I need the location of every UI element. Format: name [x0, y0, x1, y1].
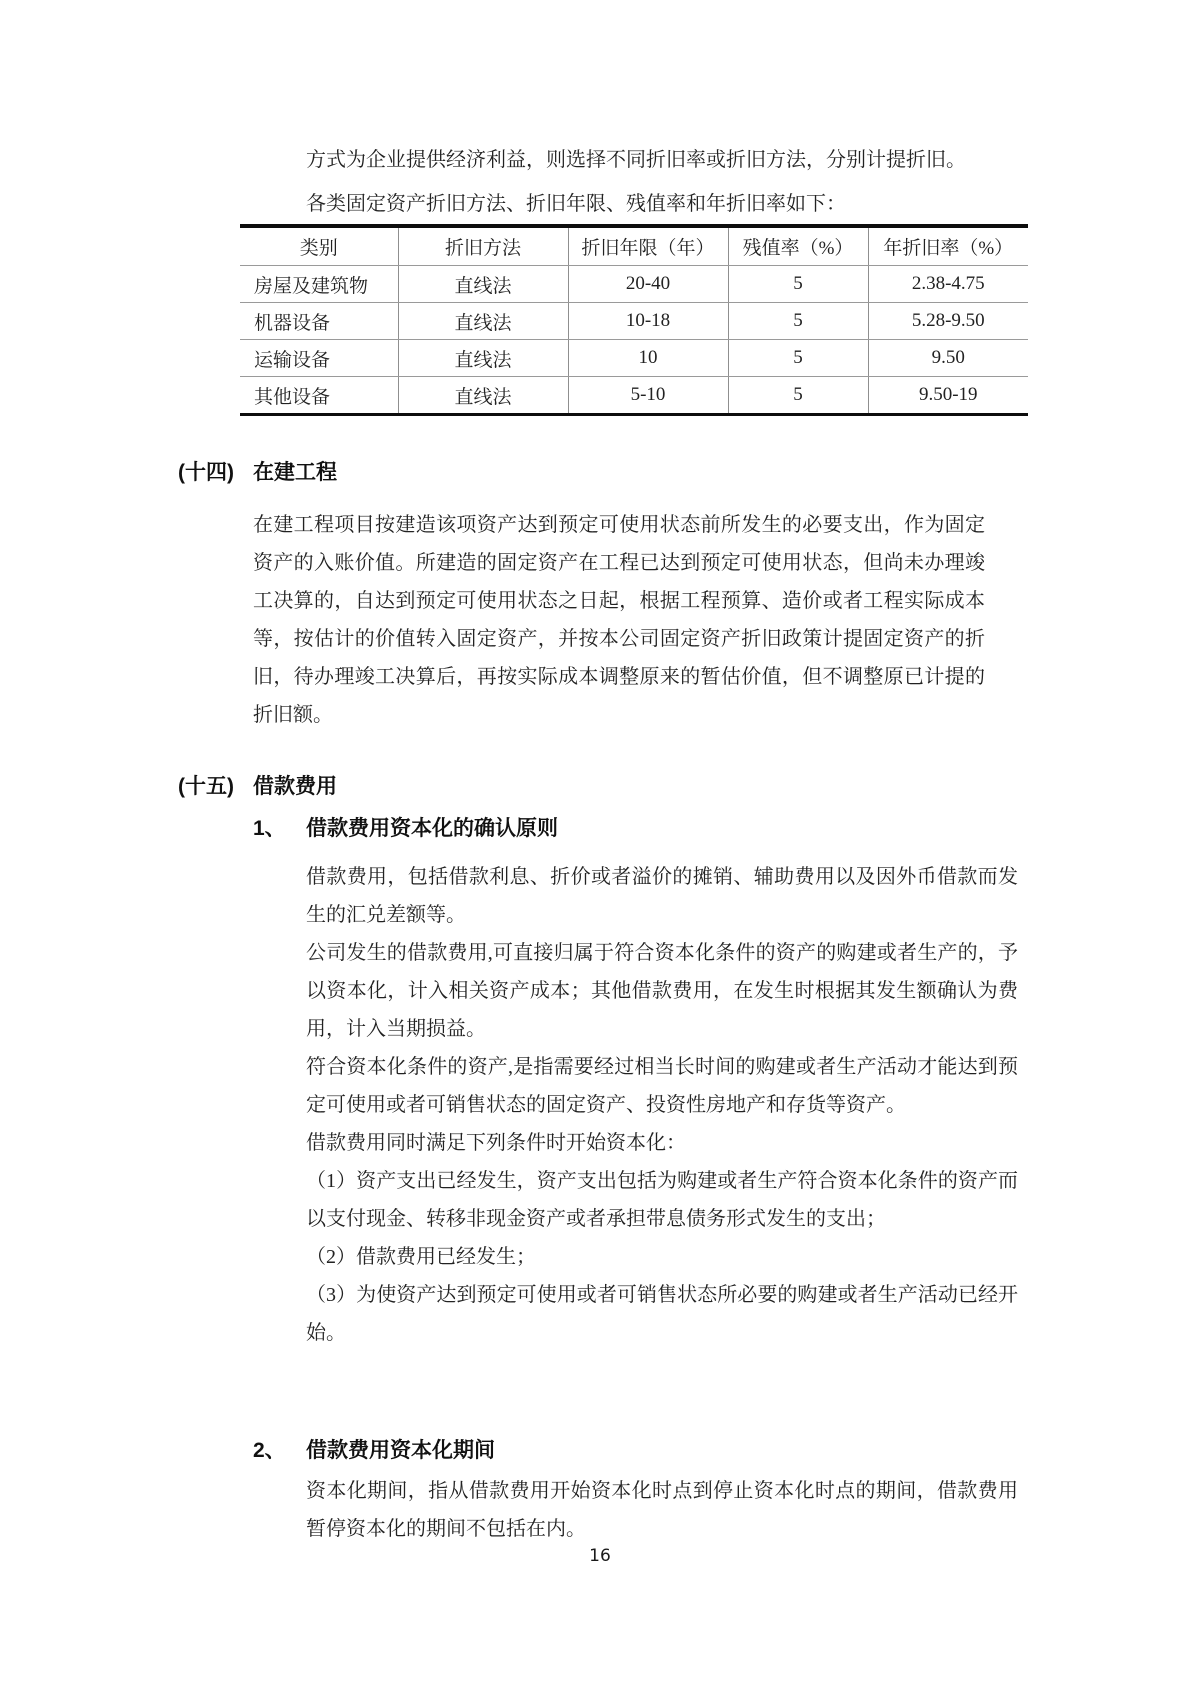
paragraph: 借款费用同时满足下列条件时开始资本化： — [306, 1132, 686, 1154]
table-cell: 5 — [728, 266, 868, 303]
table-cell: 直线法 — [398, 266, 568, 303]
paragraph: （1）资产支出已经发生，资产支出包括为购建或者生产符合资本化条件的资产而以支付现金、转移非现金资产或者承担带息债务形式发生的支出； — [306, 1170, 1018, 1230]
intro-line: 各类固定资产折旧方法、折旧年限、残值率和年折旧率如下： — [306, 193, 846, 215]
section-15-title: 借款费用 — [253, 775, 337, 798]
table-cell: 运输设备 — [240, 340, 398, 377]
column-header: 年折旧率（%） — [868, 226, 1028, 266]
section-15-heading — [178, 772, 337, 802]
subsection-1-number: 1、 — [253, 817, 286, 840]
subsection-2-body — [306, 1472, 1018, 1548]
table-cell: 房屋及建筑物 — [240, 266, 398, 303]
table-cell: 2.38-4.75 — [868, 266, 1028, 303]
table-cell: 5 — [728, 377, 868, 415]
subsection-2-number: 2、 — [253, 1439, 286, 1462]
paragraph: 符合资本化条件的资产,是指需要经过相当长时间的购建或者生产活动才能达到预定可使用或者可销售状态的固定资产、投资性房地产和存货等资产。 — [306, 1056, 1018, 1116]
table-row — [240, 340, 1028, 377]
table-cell: 20-40 — [568, 266, 728, 303]
paragraph: 资本化期间，指从借款费用开始资本化时点到停止资本化时点的期间，借款费用暂停资本化的期间不包括在内。 — [306, 1480, 1018, 1540]
column-header: 折旧年限（年） — [568, 226, 728, 266]
subsection-2-heading — [253, 1436, 495, 1466]
table-cell: 直线法 — [398, 340, 568, 377]
table-cell: 5.28-9.50 — [868, 303, 1028, 340]
subsection-1-title: 借款费用资本化的确认原则 — [306, 817, 558, 840]
paragraph: （3）为使资产达到预定可使用或者可销售状态所必要的购建或者生产活动已经开始。 — [306, 1284, 1018, 1344]
section-14-body — [253, 506, 985, 734]
table-cell: 机器设备 — [240, 303, 398, 340]
table-cell: 10 — [568, 340, 728, 377]
table-cell: 直线法 — [398, 377, 568, 415]
paragraph: 在建工程项目按建造该项资产达到预定可使用状态前所发生的必要支出，作为固定资产的入账价值。所建造的固定资产在工程已达到预定可使用状态，但尚未办理竣工决算的，自达到预定可使用状态之日起，根据工程预算、造价或者工程实际成本等，按估计的价值转入固定资产，并按本公司固定资产折旧政策计提固定资产的折旧，待办理竣工决算后，再按实际成本调整原来的暂估价值，但不调整原已计提的折旧额。 — [253, 514, 985, 726]
table-cell: 9.50-19 — [918, 384, 978, 405]
intro-paragraph — [306, 138, 1022, 226]
section-14-label: (十四) — [178, 461, 234, 484]
table-cell: 5 — [728, 340, 868, 377]
page-number: 16 — [589, 1546, 611, 1566]
intro-line: 方式为企业提供经济利益，则选择不同折旧率或折旧方法，分别计提折旧。 — [306, 149, 966, 171]
paragraph: 公司发生的借款费用,可直接归属于符合资本化条件的资产的购建或者生产的，予以资本化，计入相关资产成本；其他借款费用，在发生时根据其发生额确认为费用，计入当期损益。 — [306, 942, 1018, 1040]
table-cell: 5 — [728, 303, 868, 340]
table-header-row — [240, 226, 1028, 266]
section-14-title: 在建工程 — [253, 461, 337, 484]
subsection-2-title: 借款费用资本化期间 — [306, 1439, 495, 1462]
table-cell: 9.50 — [868, 340, 1028, 377]
section-15-label: (十五) — [178, 775, 234, 798]
table-row — [240, 377, 1028, 415]
depreciation-table — [240, 224, 1028, 416]
paragraph: （2）借款费用已经发生； — [306, 1246, 536, 1268]
table-cell: 5-10 — [568, 377, 728, 415]
table-cell: 10-18 — [568, 303, 728, 340]
table-row — [240, 266, 1028, 303]
subsection-1-heading — [253, 814, 558, 844]
table-cell: 其他设备 — [240, 377, 398, 415]
column-header: 残值率（%） — [728, 226, 868, 266]
section-14-heading — [178, 458, 337, 488]
table-row — [240, 303, 1028, 340]
table-cell: 直线法 — [398, 303, 568, 340]
column-header: 折旧方法 — [398, 226, 568, 266]
subsection-1-body — [306, 858, 1018, 1352]
column-header: 类别 — [240, 226, 398, 266]
paragraph: 借款费用，包括借款利息、折价或者溢价的摊销、辅助费用以及因外币借款而发生的汇兑差额等。 — [306, 866, 1018, 926]
